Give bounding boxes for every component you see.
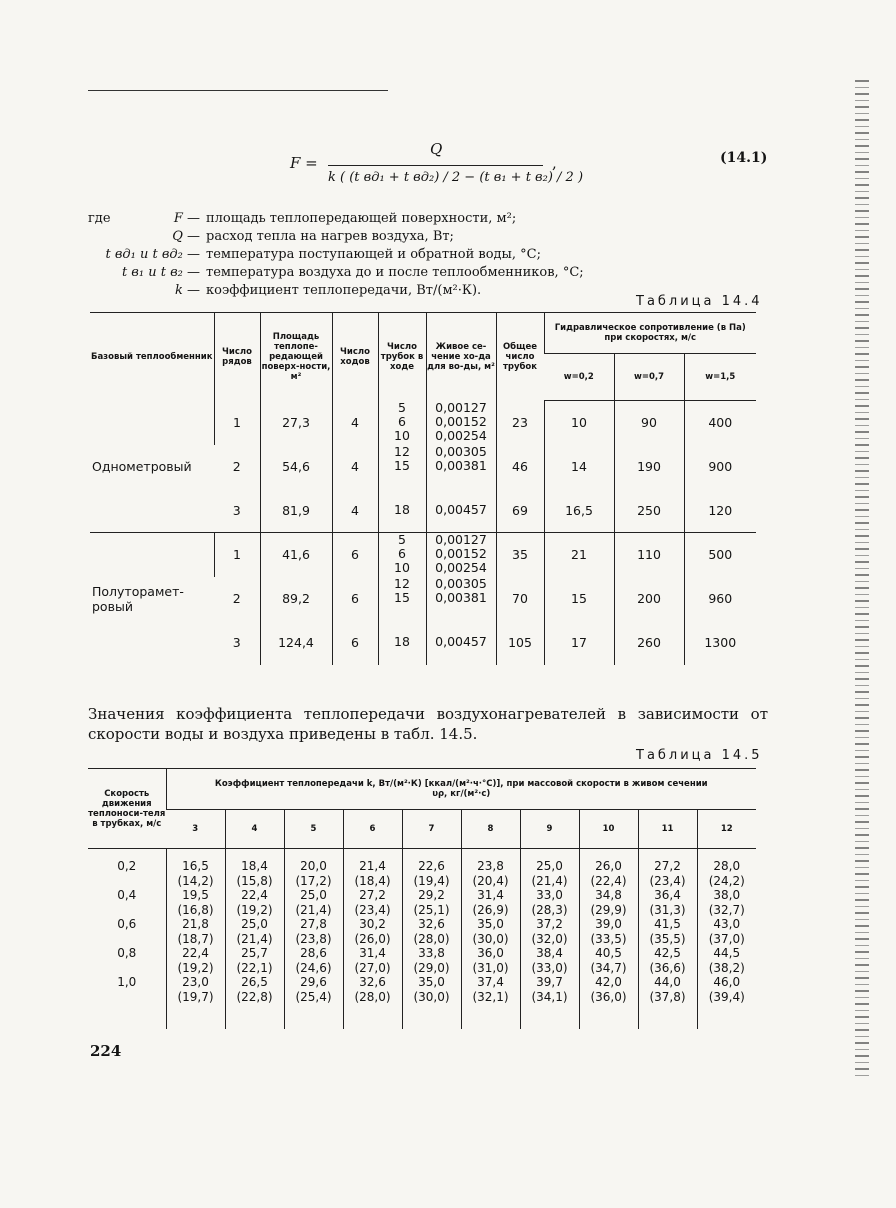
definition-symbol: t вд₁ и t вд₂ — bbox=[105, 247, 200, 262]
coefficient-value: (14,2) bbox=[177, 873, 214, 888]
section-value: 0,00254 bbox=[435, 427, 487, 443]
definition-text: температура поступающей и обратной воды, °С; bbox=[206, 247, 541, 262]
coefficient-value: 20,0 bbox=[300, 859, 327, 873]
coefficient-value: 25,0 bbox=[300, 888, 327, 902]
definition-symbol: Q — bbox=[172, 229, 200, 244]
table-row bbox=[90, 533, 756, 577]
table-row bbox=[90, 401, 756, 445]
coefficient-value: (29,9) bbox=[590, 902, 627, 917]
rows-cell: 3 bbox=[232, 634, 241, 650]
tubes-cell bbox=[378, 577, 426, 621]
tubes-value: 6 bbox=[398, 546, 406, 561]
section-value: 0,00457 bbox=[435, 501, 487, 517]
tubes-stack bbox=[379, 635, 426, 649]
coefficient-value: 31,4 bbox=[359, 946, 386, 960]
coefficient-value: 28,0 bbox=[713, 859, 741, 873]
coefficient-value: (28,0) bbox=[413, 931, 450, 946]
resistance-w1: 17 bbox=[544, 621, 614, 665]
section-cell bbox=[426, 577, 496, 621]
coefficient-value: 35,0 bbox=[477, 917, 504, 931]
resistance-w2: 200 bbox=[614, 577, 684, 621]
formula-14-1 bbox=[290, 140, 584, 210]
coefficient-column bbox=[343, 849, 402, 1029]
mass-speed-header: 10 bbox=[579, 810, 638, 849]
coefficient-value: (38,2) bbox=[708, 960, 745, 975]
speed-value: 0,2 bbox=[117, 859, 137, 873]
fraction-bar bbox=[328, 165, 543, 166]
total-cell: 23 bbox=[496, 401, 544, 445]
header-speed: Скорость движения теплоноси-теля в трубках, м/с bbox=[88, 769, 166, 849]
speed-value: 1,0 bbox=[117, 975, 137, 989]
tubes-value: 5 bbox=[398, 532, 406, 547]
tubes-value: 10 bbox=[394, 560, 410, 575]
coefficient-value: 36,4 bbox=[654, 888, 681, 902]
resistance-w3: 1300 bbox=[684, 621, 756, 665]
coefficient-value: (19,2) bbox=[177, 960, 214, 975]
definition-symbol: F — bbox=[173, 211, 200, 226]
coefficient-value: (21,4) bbox=[236, 931, 273, 946]
coefficient-value: (37,8) bbox=[649, 989, 686, 1004]
resistance-w1: 16,5 bbox=[544, 489, 614, 533]
tubes-value: 6 bbox=[398, 413, 406, 429]
coefficient-value: 16,5 bbox=[182, 859, 209, 873]
coefficient-value: 28,6 bbox=[300, 946, 327, 960]
mass-speed-header: 3 bbox=[166, 810, 225, 849]
tubes-value: 10 bbox=[394, 427, 410, 443]
passes-cell: 6 bbox=[332, 621, 378, 665]
coefficient-value: 26,0 bbox=[595, 859, 622, 873]
body-paragraph: Значения коэффициента теплопередачи воздухонагревателей в зависимости от скорости воды и воздуха приведены в табл. 14.5. bbox=[88, 705, 768, 743]
header-base: Базовый теплообменник bbox=[90, 313, 214, 401]
coefficient-value: 34,8 bbox=[595, 888, 622, 902]
passes-cell: 6 bbox=[332, 533, 378, 577]
mass-speed-header: 5 bbox=[284, 810, 343, 849]
section-cell bbox=[426, 489, 496, 533]
tubes-cell bbox=[378, 621, 426, 665]
coefficient-column bbox=[225, 849, 284, 1029]
table-14-4 bbox=[90, 312, 756, 665]
header-passes: Число ходов bbox=[332, 313, 378, 401]
section-stack bbox=[427, 503, 496, 517]
tubes-stack bbox=[379, 503, 426, 517]
coefficient-value: (19,2) bbox=[236, 902, 273, 917]
coefficient-value: (22,4) bbox=[590, 873, 627, 888]
resistance-w3: 900 bbox=[684, 445, 756, 489]
definition-symbol: t в₁ и t в₂ — bbox=[121, 265, 200, 280]
coefficient-value: 41,5 bbox=[654, 917, 681, 931]
coefficient-value: 19,5 bbox=[182, 888, 209, 902]
mass-speed-header: 9 bbox=[520, 810, 579, 849]
resistance-w2: 110 bbox=[614, 533, 684, 577]
section-value: 0,00457 bbox=[435, 633, 487, 649]
coefficient-value: 25,0 bbox=[241, 917, 268, 931]
coefficient-value: (23,8) bbox=[295, 931, 332, 946]
tubes-value: 5 bbox=[398, 399, 406, 415]
coefficient-value: 33,0 bbox=[536, 888, 563, 902]
coefficient-value: 38,0 bbox=[713, 888, 741, 902]
tubes-cell bbox=[378, 445, 426, 489]
resistance-w1: 15 bbox=[544, 577, 614, 621]
section-value: 0,00305 bbox=[435, 575, 487, 591]
resistance-w1: 21 bbox=[544, 533, 614, 577]
coefficient-value: (22,1) bbox=[236, 960, 273, 975]
equation-number: (14.1) bbox=[720, 150, 768, 166]
definition-row bbox=[88, 210, 788, 228]
coefficient-value: 32,6 bbox=[359, 975, 386, 989]
definition-row bbox=[88, 228, 788, 246]
total-cell: 105 bbox=[496, 621, 544, 665]
mass-speed-header: 6 bbox=[343, 810, 402, 849]
mass-speed-header: 11 bbox=[638, 810, 697, 849]
group-name: Полуторамет-ровый bbox=[90, 533, 214, 665]
coefficient-value: (33,0) bbox=[531, 960, 568, 975]
section-value: 0,00152 bbox=[435, 546, 487, 561]
definition-symbol: k — bbox=[174, 283, 200, 298]
resistance-w1: 10 bbox=[544, 401, 614, 445]
coefficient-value: (20,4) bbox=[472, 873, 509, 888]
rows-cell: 2 bbox=[232, 458, 241, 474]
header-coefficient: Коэффициент теплопередачи k, Вт/(м²·К) [ккал/(м²·ч·°С)], при массовой скорости в живом сечении υρ, кг/(м²·с) bbox=[166, 769, 756, 810]
area-cell: 124,4 bbox=[260, 621, 332, 665]
coefficient-value: (18,7) bbox=[177, 931, 214, 946]
total-cell: 70 bbox=[496, 577, 544, 621]
section-cell bbox=[426, 533, 496, 577]
coefficient-value: 21,4 bbox=[359, 859, 386, 873]
coefficient-value: 44,5 bbox=[713, 946, 741, 960]
header-w2: w=0,7 bbox=[614, 354, 684, 401]
coefficient-value: (28,3) bbox=[531, 902, 568, 917]
coefficient-value: (17,2) bbox=[295, 873, 332, 888]
section-stack bbox=[427, 635, 496, 649]
table-14-4-caption: Таблица 14.4 bbox=[636, 294, 763, 309]
coefficient-value: 30,2 bbox=[359, 917, 386, 931]
coefficient-value: 27,2 bbox=[654, 859, 681, 873]
section-value: 0,00381 bbox=[435, 457, 487, 473]
resistance-w3: 960 bbox=[684, 577, 756, 621]
coefficient-value: (21,4) bbox=[531, 873, 568, 888]
rows-cell: 3 bbox=[232, 502, 241, 518]
resistance-w2: 190 bbox=[614, 445, 684, 489]
coefficient-value: (35,5) bbox=[649, 931, 686, 946]
coefficient-value: 25,0 bbox=[536, 859, 563, 873]
tubes-cell bbox=[378, 533, 426, 577]
coefficient-value: (27,0) bbox=[354, 960, 391, 975]
coefficient-value: 42,5 bbox=[654, 946, 681, 960]
coefficient-value: (24,2) bbox=[708, 873, 745, 888]
coefficient-value: 26,5 bbox=[241, 975, 268, 989]
definitions-list bbox=[88, 210, 788, 300]
coefficient-value: (31,3) bbox=[649, 902, 686, 917]
tubes-value: 15 bbox=[394, 457, 410, 473]
coefficient-value: (22,8) bbox=[236, 989, 273, 1004]
coefficient-column bbox=[402, 849, 461, 1029]
coefficient-value: 25,7 bbox=[241, 946, 268, 960]
section-value: 0,00152 bbox=[435, 413, 487, 429]
tubes-value: 12 bbox=[394, 575, 410, 591]
coefficient-value: (26,0) bbox=[354, 931, 391, 946]
coefficient-column bbox=[284, 849, 343, 1029]
section-value: 0,00381 bbox=[435, 589, 487, 605]
coefficient-value: (32,0) bbox=[531, 931, 568, 946]
area-cell: 54,6 bbox=[260, 445, 332, 489]
top-rule bbox=[88, 90, 388, 91]
mass-speed-header: 4 bbox=[225, 810, 284, 849]
coefficient-value: 18,4 bbox=[241, 859, 268, 873]
total-cell: 46 bbox=[496, 445, 544, 489]
passes-cell: 4 bbox=[332, 489, 378, 533]
header-rows: Число рядов bbox=[214, 313, 260, 401]
coefficient-column bbox=[579, 849, 638, 1029]
area-cell: 41,6 bbox=[260, 533, 332, 577]
coefficient-value: (37,0) bbox=[708, 931, 745, 946]
page-number: 224 bbox=[90, 1042, 122, 1060]
coefficient-value: (36,0) bbox=[590, 989, 627, 1004]
section-stack bbox=[427, 401, 496, 443]
definition-text: температура воздуха до и после теплообменников, °С; bbox=[206, 265, 584, 280]
resistance-w3: 400 bbox=[684, 401, 756, 445]
resistance-w3: 500 bbox=[684, 533, 756, 577]
formula-denominator: k ( (t вд₁ + t вд₂) / 2 − (t в₁ + t в₂) / 2 ) bbox=[328, 170, 584, 185]
coefficient-value: 21,8 bbox=[182, 917, 209, 931]
header-w1: w=0,2 bbox=[544, 354, 614, 401]
coefficient-value: 23,0 bbox=[182, 975, 209, 989]
tubes-value: 12 bbox=[394, 443, 410, 459]
coefficient-value: 37,4 bbox=[477, 975, 504, 989]
section-value: 0,00127 bbox=[435, 532, 487, 547]
coefficient-value: 29,2 bbox=[418, 888, 445, 902]
coefficient-value: (28,0) bbox=[354, 989, 391, 1004]
coefficient-value: 33,8 bbox=[418, 946, 445, 960]
coefficient-value: (34,7) bbox=[590, 960, 627, 975]
coefficient-value: (18,4) bbox=[354, 873, 391, 888]
coefficient-value: 40,5 bbox=[595, 946, 622, 960]
coefficient-value: (19,7) bbox=[177, 989, 214, 1004]
coefficient-value: 46,0 bbox=[713, 975, 741, 989]
coefficient-value: (21,4) bbox=[295, 902, 332, 917]
definition-text: расход тепла на нагрев воздуха, Вт; bbox=[206, 229, 454, 244]
coefficient-value: 22,4 bbox=[241, 888, 268, 902]
coefficient-value: (24,6) bbox=[295, 960, 332, 975]
formula-comma: , bbox=[552, 154, 557, 172]
tubes-value: 18 bbox=[394, 633, 410, 649]
section-cell bbox=[426, 621, 496, 665]
coefficient-value: (29,0) bbox=[413, 960, 450, 975]
mass-speed-header: 12 bbox=[697, 810, 756, 849]
section-stack bbox=[427, 533, 496, 575]
coefficient-column bbox=[697, 849, 756, 1029]
coefficient-value: (36,6) bbox=[649, 960, 686, 975]
coefficient-value: 35,0 bbox=[418, 975, 445, 989]
coefficient-value: 29,6 bbox=[300, 975, 327, 989]
definition-text: коэффициент теплопередачи, Вт/(м²·К). bbox=[206, 283, 482, 298]
section-stack bbox=[427, 445, 496, 473]
coefficient-column bbox=[166, 849, 225, 1029]
resistance-w1: 14 bbox=[544, 445, 614, 489]
speed-value: 0,6 bbox=[117, 917, 137, 931]
rows-cell: 1 bbox=[214, 401, 260, 445]
tubes-cell bbox=[378, 489, 426, 533]
coefficient-value: 43,0 bbox=[713, 917, 741, 931]
coefficient-value: 39,7 bbox=[536, 975, 563, 989]
speed-value: 0,4 bbox=[117, 888, 137, 902]
coefficient-value: 38,4 bbox=[536, 946, 563, 960]
coefficient-value: 37,2 bbox=[536, 917, 563, 931]
coefficient-value: (39,4) bbox=[708, 989, 745, 1004]
coefficient-value: 27,8 bbox=[300, 917, 327, 931]
coefficient-value: 22,6 bbox=[418, 859, 445, 873]
coefficient-value: (15,8) bbox=[236, 873, 273, 888]
coefficient-value: 39,0 bbox=[595, 917, 622, 931]
header-total: Общее число трубок bbox=[496, 313, 544, 401]
passes-cell: 4 bbox=[332, 445, 378, 489]
speed-value: 0,8 bbox=[117, 946, 137, 960]
coefficient-value: (26,9) bbox=[472, 902, 509, 917]
coefficient-value: (34,1) bbox=[531, 989, 568, 1004]
group-name: Однометровый bbox=[92, 458, 192, 474]
coefficient-value: (25,1) bbox=[413, 902, 450, 917]
header-resistance: Гидравлическое сопротивление (в Па) при скоростях, м/с bbox=[544, 313, 756, 354]
page-edge-shadow bbox=[855, 80, 869, 1080]
area-cell: 81,9 bbox=[260, 489, 332, 533]
coefficient-value: 42,0 bbox=[595, 975, 622, 989]
tubes-cell bbox=[378, 401, 426, 445]
table-14-5-caption: Таблица 14.5 bbox=[636, 748, 763, 763]
resistance-w2: 250 bbox=[614, 489, 684, 533]
rows-cell: 2 bbox=[232, 590, 241, 606]
definition-row bbox=[88, 246, 788, 264]
speed-column bbox=[88, 849, 166, 1029]
rows-cell: 1 bbox=[214, 533, 260, 577]
section-value: 0,00305 bbox=[435, 443, 487, 459]
table-14-5 bbox=[88, 768, 756, 1029]
coefficient-value: (16,8) bbox=[177, 902, 214, 917]
coefficient-value: 22,4 bbox=[182, 946, 209, 960]
total-cell: 35 bbox=[496, 533, 544, 577]
formula-numerator: Q bbox=[430, 140, 443, 158]
formula-lhs: F = bbox=[290, 154, 318, 172]
passes-cell: 6 bbox=[332, 577, 378, 621]
resistance-w2: 260 bbox=[614, 621, 684, 665]
coefficient-value: 44,0 bbox=[654, 975, 681, 989]
header-w3: w=1,5 bbox=[684, 354, 756, 401]
coefficient-value: (25,4) bbox=[295, 989, 332, 1004]
where-word: где bbox=[88, 211, 111, 226]
coefficient-value: (23,4) bbox=[649, 873, 686, 888]
coefficient-value: 27,2 bbox=[359, 888, 386, 902]
header-tubes: Число трубок в ходе bbox=[378, 313, 426, 401]
tubes-value: 15 bbox=[394, 589, 410, 605]
passes-cell: 4 bbox=[332, 401, 378, 445]
section-cell bbox=[426, 445, 496, 489]
coefficient-value: 31,4 bbox=[477, 888, 504, 902]
coefficient-value: (19,4) bbox=[413, 873, 450, 888]
coefficient-value: (33,5) bbox=[590, 931, 627, 946]
coefficient-value: (32,1) bbox=[472, 989, 509, 1004]
tubes-stack bbox=[379, 533, 426, 575]
section-stack bbox=[427, 577, 496, 605]
coefficient-value: (31,0) bbox=[472, 960, 509, 975]
coefficient-value: (23,4) bbox=[354, 902, 391, 917]
coefficient-column bbox=[461, 849, 520, 1029]
coefficient-column bbox=[638, 849, 697, 1029]
total-cell: 69 bbox=[496, 489, 544, 533]
mass-speed-header: 8 bbox=[461, 810, 520, 849]
coefficient-column bbox=[520, 849, 579, 1029]
tubes-value: 18 bbox=[394, 501, 410, 517]
section-cell bbox=[426, 401, 496, 445]
resistance-w2: 90 bbox=[614, 401, 684, 445]
area-cell: 27,3 bbox=[260, 401, 332, 445]
area-cell: 89,2 bbox=[260, 577, 332, 621]
coefficient-value: (30,0) bbox=[413, 989, 450, 1004]
resistance-w3: 120 bbox=[684, 489, 756, 533]
header-area: Площадь теплопе-редающей поверх-ности, м² bbox=[260, 313, 332, 401]
mass-speed-header: 7 bbox=[402, 810, 461, 849]
section-value: 0,00127 bbox=[435, 399, 487, 415]
coefficient-value: (30,0) bbox=[472, 931, 509, 946]
tubes-stack bbox=[379, 401, 426, 443]
section-value: 0,00254 bbox=[435, 560, 487, 575]
coefficient-value: 32,6 bbox=[418, 917, 445, 931]
header-section: Живое се-чение хо-да для во-ды, м² bbox=[426, 313, 496, 401]
definition-text: площадь теплопередающей поверхности, м²; bbox=[206, 211, 517, 226]
coefficient-value: (32,7) bbox=[708, 902, 745, 917]
definition-row bbox=[88, 264, 788, 282]
tubes-stack bbox=[379, 445, 426, 473]
tubes-stack bbox=[379, 577, 426, 605]
coefficient-value: 23,8 bbox=[477, 859, 504, 873]
coefficient-value: 36,0 bbox=[477, 946, 504, 960]
